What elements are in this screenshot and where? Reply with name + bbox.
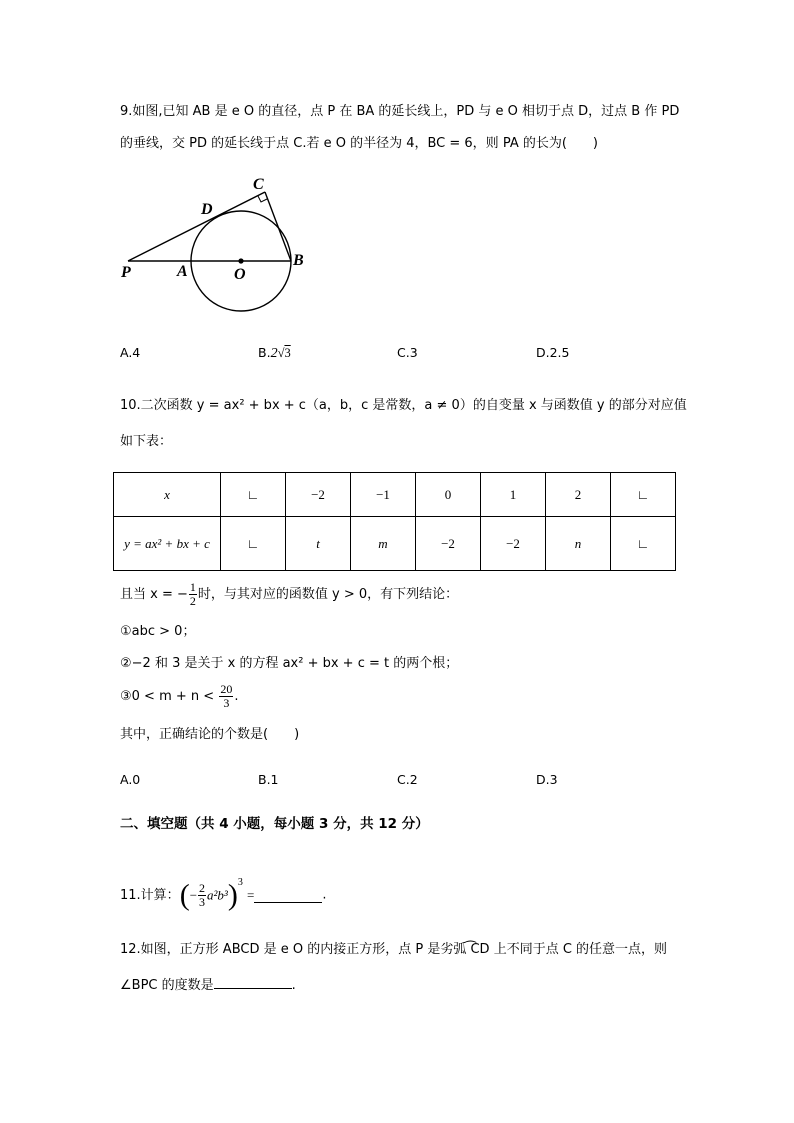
minus-sign: − (189, 887, 198, 903)
label-d: D (201, 201, 213, 218)
q10-option-a[interactable]: A.0 (120, 772, 141, 787)
fraction-numerator: 1 (189, 580, 196, 594)
section-title: 二、填空题（共 4 小题，每小题 3 分，共 12 分） (120, 816, 429, 832)
fraction-numerator: 20 (220, 682, 233, 696)
table-cell: −2 (416, 517, 481, 571)
table-cell: ∟ (221, 473, 286, 517)
period: . (322, 887, 327, 903)
q10-conclusion-1: ①abc > 0； (120, 624, 196, 639)
q9-option-b-radicand: 3 (284, 346, 291, 360)
sqrt-icon: √ (277, 346, 285, 360)
fraction-denominator: 3 (223, 696, 230, 710)
left-paren: ( (179, 878, 190, 912)
right-paren: ) (227, 878, 238, 912)
table-cell: ∟ (221, 517, 286, 571)
q11-expression: a²b³ (207, 887, 228, 903)
q10-conclusion-3-suffix: . (234, 689, 239, 704)
q10-text-line1: 10.二次函数 y = ax² + bx + c（a，b，c 是常数，a ≠ 0）的自变量 x 与函数值 y 的部分对应值 (120, 398, 687, 413)
equals-sign: = (246, 887, 255, 903)
q12-text-line2 (120, 974, 296, 996)
q9-option-a[interactable]: A.4 (120, 345, 141, 360)
answer-blank[interactable] (214, 974, 292, 989)
fraction (198, 882, 206, 909)
table-cell: −1 (351, 473, 416, 517)
q10-question: 其中，正确结论的个数是( ) (120, 727, 300, 742)
q9-option-b-coef: 2 (270, 346, 278, 361)
table-cell: −2 (481, 517, 546, 571)
q10-condition-suffix: 时，与其对应的函数值 y > 0，有下列结论： (197, 587, 459, 602)
answer-blank[interactable] (254, 888, 322, 903)
table-cell: n (546, 517, 611, 571)
table-cell: x (114, 473, 221, 517)
q12-text-line1: 12.如图，正方形 ABCD 是 e O 的内接正方形，点 P 是劣弧 ͡CD 上不同于点 C 的任意一点，则 (120, 942, 668, 957)
value-table (113, 472, 676, 571)
table-cell: 1 (481, 473, 546, 517)
table-cell: ∟ (611, 473, 676, 517)
table-cell: m (351, 517, 416, 571)
label-a: A (177, 263, 188, 280)
q9-option-b-label: B. (258, 345, 271, 360)
q10-conclusion-3-prefix: ③0 < m + n < (120, 689, 215, 704)
table-cell: 2 (546, 473, 611, 517)
label-c: C (253, 176, 264, 193)
line-cb (265, 192, 291, 261)
q10-condition (120, 581, 458, 608)
table-cell: 0 (416, 473, 481, 517)
q9-text-line1: 9.如图,已知 AB 是 e O 的直径，点 P 在 BA 的延长线上，PD 与 e O 相切于点 D，过点 B 作 PD (120, 104, 680, 119)
q12-line2-prefix: ∠BPC 的度数是 (120, 978, 214, 993)
q10-conclusion-3 (120, 683, 238, 710)
table-cell: y = ax² + bx + c (114, 517, 221, 571)
label-p: P (121, 264, 131, 281)
fraction (189, 581, 197, 608)
table-cell: −2 (286, 473, 351, 517)
table-cell: ∟ (611, 517, 676, 571)
q10-condition-prefix: 且当 x = − (120, 587, 188, 602)
q10-option-c[interactable]: C.2 (397, 772, 418, 787)
fraction-denominator: 3 (199, 895, 206, 909)
period: . (291, 978, 296, 993)
fraction-denominator: 2 (189, 594, 196, 608)
line-pc (128, 192, 265, 261)
q9-option-c[interactable]: C.3 (397, 345, 418, 360)
label-o: O (234, 266, 246, 283)
q10-conclusion-2: ②−2 和 3 是关于 x 的方程 ax² + bx + c = t 的两个根； (120, 656, 459, 671)
fraction (219, 683, 233, 710)
table-row-x (114, 473, 676, 517)
q10-option-d[interactable]: D.3 (536, 772, 558, 787)
q11-line (120, 866, 327, 912)
table-cell: t (286, 517, 351, 571)
exponent: 3 (237, 877, 243, 888)
q11-prefix: 11.计算： (120, 888, 180, 903)
q9-figure (110, 170, 330, 320)
fraction-numerator: 2 (199, 881, 206, 895)
q10-option-b[interactable]: B.1 (258, 772, 279, 787)
table-row-y (114, 517, 676, 571)
q9-text-line2: 的垂线，交 PD 的延长线于点 C.若 e O 的半径为 4，BC = 6，则 PA 的长为( ) (120, 136, 598, 151)
q9-option-d[interactable]: D.2.5 (536, 345, 570, 360)
q9-option-b[interactable] (258, 344, 291, 363)
right-angle-mark (258, 196, 267, 202)
q10-text-line2: 如下表： (120, 434, 173, 449)
label-b: B (293, 252, 304, 269)
center-dot (238, 258, 243, 263)
